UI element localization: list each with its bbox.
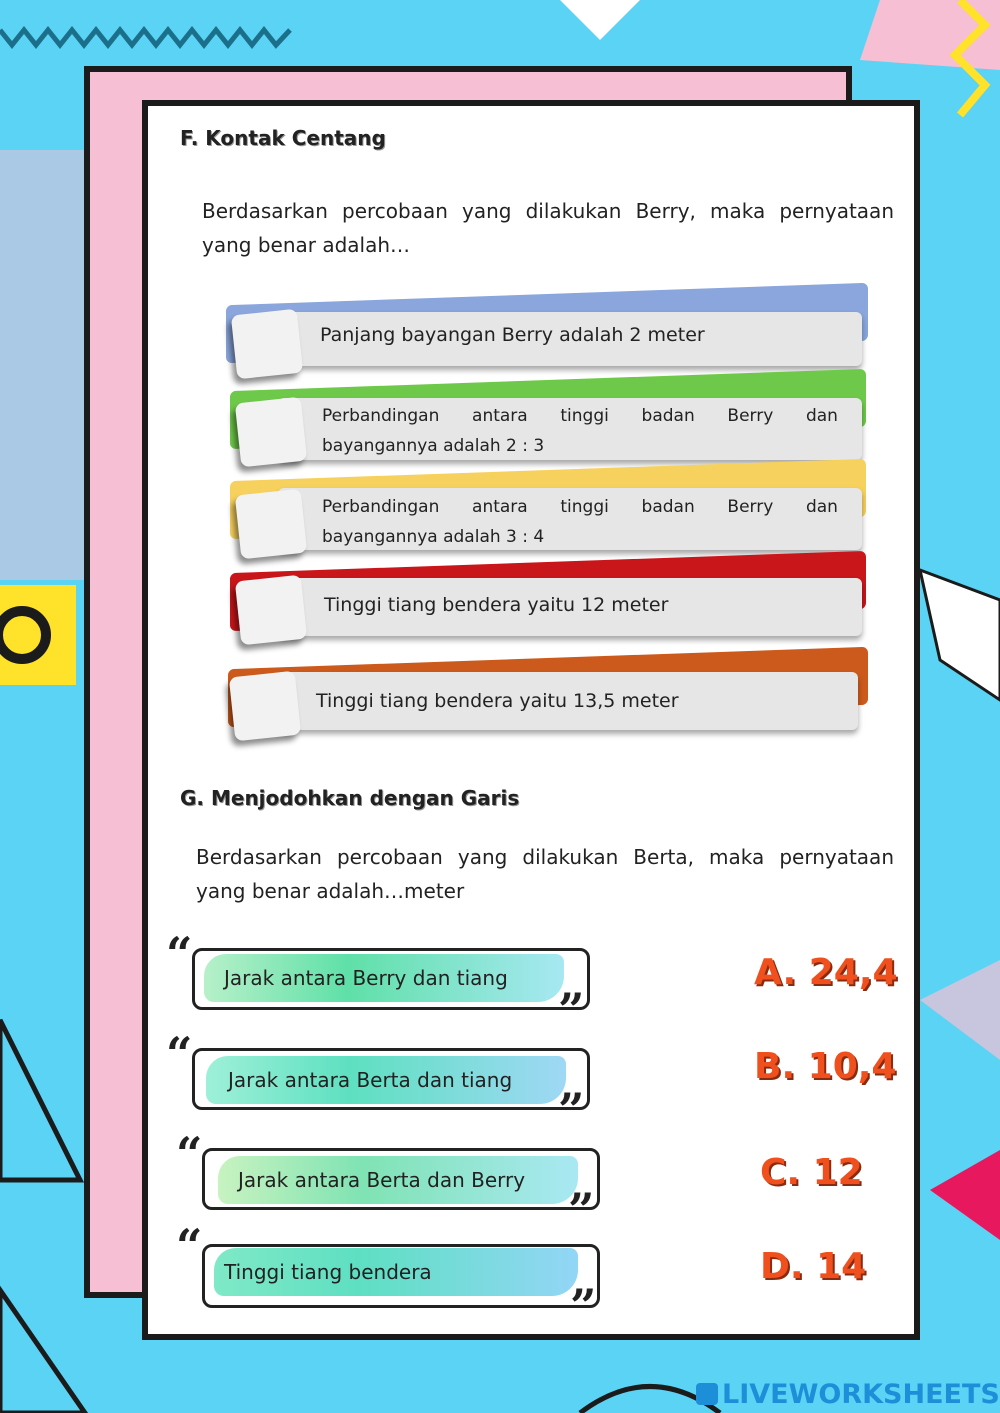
- option-2-checkbox[interactable]: [235, 397, 307, 468]
- close-quote-icon: ”: [558, 1083, 585, 1137]
- answer-d[interactable]: D. 14: [760, 1246, 867, 1287]
- match-item-2-text: Jarak antara Berta dan tiang: [228, 1068, 513, 1092]
- option-5-checkbox[interactable]: [229, 671, 301, 742]
- section-g-heading: G. Menjodohkan dengan Garis: [180, 786, 520, 810]
- answer-b[interactable]: B. 10,4: [754, 1046, 897, 1087]
- match-item-2[interactable]: [166, 1027, 616, 1137]
- option-1-text: Panjang bayangan Berry adalah 2 meter: [320, 324, 705, 346]
- close-quote-icon: ”: [558, 983, 585, 1037]
- close-quote-icon: ”: [570, 1279, 597, 1333]
- answer-c[interactable]: C. 12: [760, 1152, 863, 1193]
- open-quote-icon: “: [176, 1219, 203, 1273]
- section-f-question: Berdasarkan percobaan yang dilakukan Berry, maka pernyataan yang benar adalah…: [202, 199, 894, 257]
- option-5: [228, 640, 872, 744]
- liveworksheets-logo-icon: [696, 1383, 718, 1405]
- answer-a[interactable]: A. 24,4: [754, 952, 898, 993]
- option-4-text: Tinggi tiang bendera yaitu 12 meter: [324, 594, 669, 616]
- option-5-text: Tinggi tiang bendera yaitu 13,5 meter: [316, 690, 679, 712]
- section-f-heading: F. Kontak Centang: [180, 126, 386, 150]
- match-item-3[interactable]: [176, 1127, 626, 1237]
- match-item-4-text: Tinggi tiang bendera: [224, 1260, 432, 1284]
- option-3-text: Perbandingan antara tinggi badan Berry dan bayangannya adalah 3 : 4: [322, 497, 838, 547]
- liveworksheets-logo: [696, 1376, 1000, 1412]
- option-3: [230, 458, 872, 558]
- open-quote-icon: “: [166, 1027, 193, 1081]
- option-4: [230, 548, 872, 648]
- open-quote-icon: “: [166, 927, 193, 981]
- liveworksheets-logo-text: LIVEWORKSHEETS: [722, 1378, 1000, 1410]
- section-g-question: Berdasarkan percobaan yang dilakukan Berta, maka pernyataan yang benar adalah…meter: [196, 845, 894, 903]
- open-quote-icon: “: [176, 1127, 203, 1181]
- match-item-1-text: Jarak antara Berry dan tiang: [224, 966, 508, 990]
- close-quote-icon: ”: [568, 1183, 595, 1237]
- option-4-checkbox[interactable]: [235, 575, 307, 646]
- match-item-1[interactable]: [166, 927, 616, 1037]
- match-item-3-text: Jarak antara Berta dan Berry: [238, 1168, 526, 1192]
- option-2-text: Perbandingan antara tinggi badan Berry dan bayangannya adalah 2 : 3: [322, 406, 838, 456]
- match-item-4[interactable]: [176, 1219, 626, 1333]
- option-2: [230, 368, 872, 468]
